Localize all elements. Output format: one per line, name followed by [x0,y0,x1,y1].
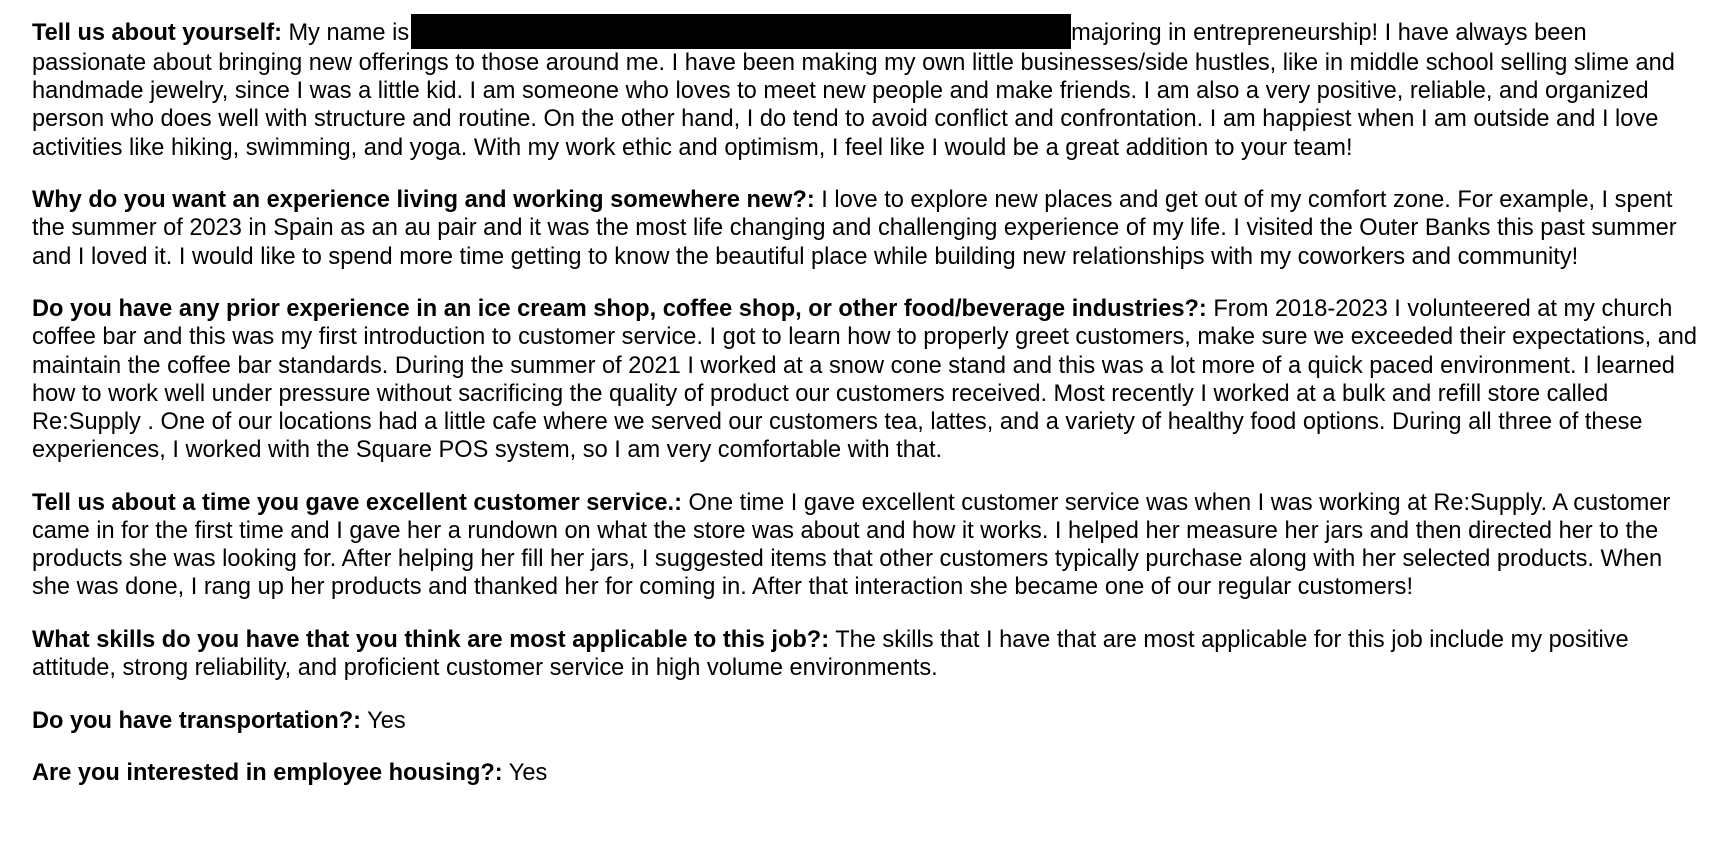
answer-employee-housing: Yes [508,760,548,787]
qa-transportation [32,707,1700,735]
answer-customer-service: One time I gave excellent customer service was when I was working at Re:Supply. A customer came in for the first time and I gave her a rundown on what the store was about and how it works. I helped her measure her jars and then directed her to the products she was looking for. After helping her fill her jars, I suggested items that other customers typically purchase along with her selected products. When she was done, I rang up her products and thanked her for coming in. After that interaction she became one of our regular customers! [32,489,1671,601]
question-customer-service: Tell us about a time you gave excellent customer service.: [32,489,682,516]
question-about-yourself: Tell us about yourself: [32,20,282,46]
qa-customer-service [32,489,1700,602]
qa-living-somewhere-new [32,186,1700,271]
application-document [32,14,1700,812]
qa-skills [32,626,1700,682]
answer-transportation: Yes [367,707,406,734]
qa-employee-housing [32,759,1700,787]
answer-skills: The skills that I have that are most applicable for this job include my positive attitude, strong reliability, and proficient customer service in high volume environments. [32,627,1629,682]
qa-prior-experience [32,295,1700,464]
question-living-somewhere-new: Why do you want an experience living and working somewhere new?: [32,187,815,214]
answer-about-yourself: majoring in entrepreneurship! I have always been passionate about bringing new offerings to those around me. I have been making my own little businesses/side hustles, like in middle school selling slime and handmade jewelry, since I was a little kid. I am someone who loves to meet new people and make friends. I am also a very positive, reliable, and organized person who does well with structure and routine. On the other hand, I do tend to avoid conflict and confrontation. I am happiest when I am outside and I love activities like hiking, swimming, and yoga. With my work ethic and optimism, I feel like I would be a great addition to your team! [32,20,1675,161]
question-skills: What skills do you have that you think are most applicable to this job?: [32,627,830,654]
redaction-bar [411,14,1071,49]
qa-about-yourself [32,14,1700,162]
answer-intro: My name is [288,20,410,46]
question-prior-experience: Do you have any prior experience in an ice cream shop, coffee shop, or other food/beverage industries?: [32,296,1207,323]
question-transportation: Do you have transportation?: [32,707,362,734]
question-employee-housing: Are you interested in employee housing?: [32,760,503,787]
answer-living-somewhere-new: I love to explore new places and get out of my comfort zone. For example, I spent the summer of 2023 in Spain as an au pair and it was the most life changing and challenging experience of my life. I visited the Outer Banks this past summer and I loved it. I would like to spend more time getting to know the beautiful place while building new relationships with my coworkers and community! [32,187,1677,270]
answer-prior-experience: From 2018-2023 I volunteered at my church coffee bar and this was my first introduction to customer service. I got to learn how to properly greet customers, make sure we exceeded their expectations, and maintain the coffee bar standards. During the summer of 2021 I worked at a snow cone stand and this was a lot more of a quick paced environment. I learned how to work well under pressure without sacrificing the quality of product our customers received. Most recently I worked at a bulk and refill store called Re:Supply . One of our locations had a little cafe where we served our customers tea, lattes, and a variety of healthy food options. During all three of these experiences, I worked with the Square POS system, so I am very comfortable with that. [32,296,1698,464]
